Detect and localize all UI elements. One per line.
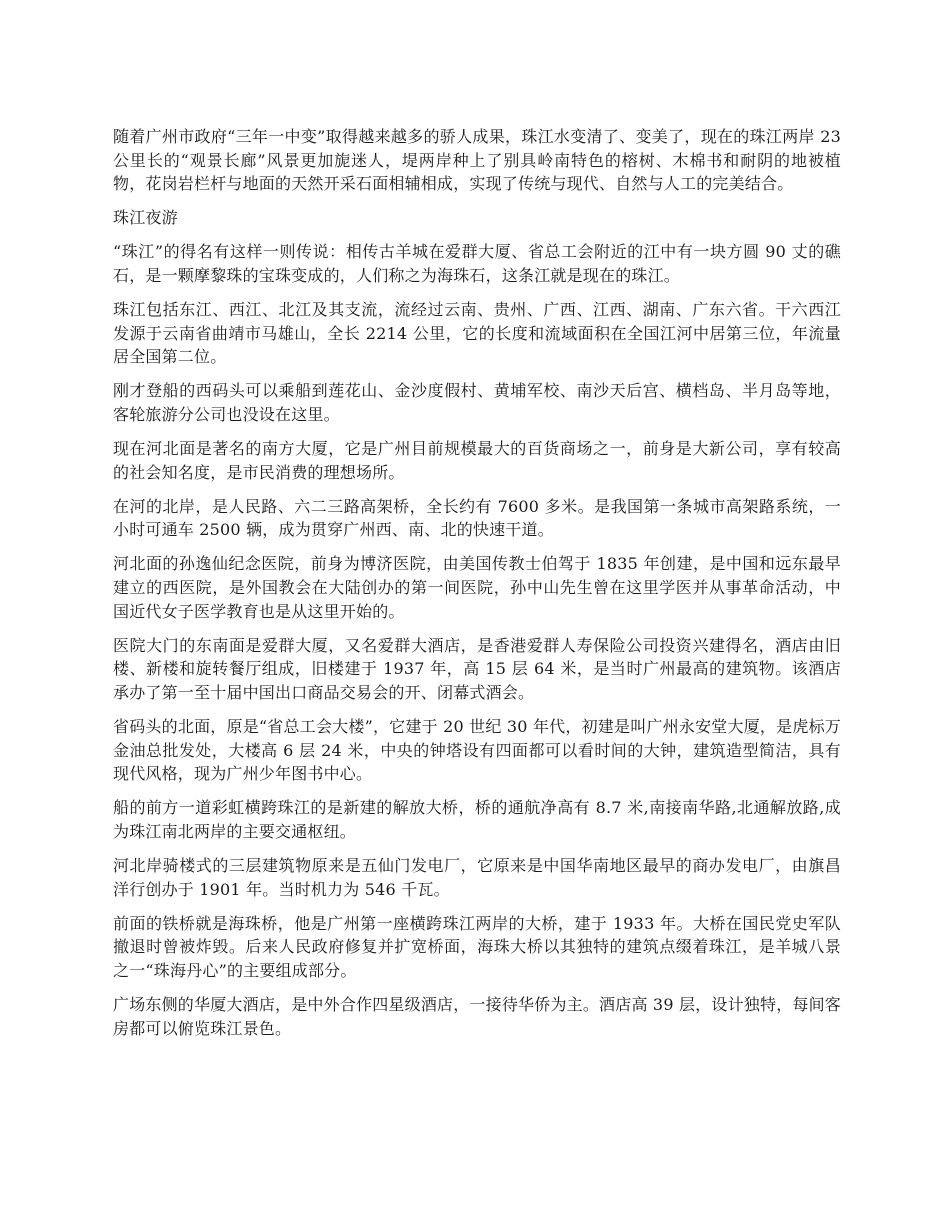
paragraph: 在河的北岸，是人民路、六二三路高架桥，全长约有 7600 多米。是我国第一条城市高架路系统，一小时可通车 2500 辆，成为贯穿广州西、南、北的快速干道。 [113,496,841,540]
paragraph: 河北面的孙逸仙纪念医院，前身为博济医院，由美国传教士伯驾于 1835 年创建，是中国和远东最早建立的西医院，是外国教会在大陆创办的第一间医院，孙中山先生曾在这里学医并从事革命活动，中国近代女子医学教育也是从这里开始的。 [113,554,841,621]
paragraph: 广场东侧的华厦大酒店，是中外合作四星级酒店，一接待华侨为主。酒店高 39 层，设计独特，每间客房都可以俯览珠江景色。 [113,994,841,1038]
paragraph: 医院大门的东南面是爱群大厦，又名爱群大酒店，是香港爱群人寿保险公司投资兴建得名，酒店由旧楼、新楼和旋转餐厅组成，旧楼建于 1937 年，高 15 层 64 米，是当时广州最高的建筑物。该酒店承办了第一至十届中国出口商品交易会的开、闭幕式酒会。 [113,635,841,702]
paragraph: “珠江”的得名有这样一则传说：相传古羊城在爱群大厦、省总工会附近的江中有一块方圆 90 丈的礁石，是一颗摩黎珠的宝珠变成的，人们称之为海珠石，这条江就是现在的珠江。 [113,242,841,285]
paragraph: 船的前方一道彩虹横跨珠江的是新建的解放大桥，桥的通航净高有 8.7 米,南接南华路,北通解放路,成为珠江南北两岸的主要交通枢纽。 [113,798,841,841]
document-body [113,125,841,1051]
paragraph: 前面的铁桥就是海珠桥，他是广州第一座横跨珠江两岸的大桥，建于 1933 年。大桥在国民党史军队撤退时曾被炸毁。后来人民政府修复并扩宽桥面，海珠大桥以其独特的建筑点缀着珠江，是羊城八景之一“珠海丹心”的主要组成部分。 [113,913,841,980]
paragraph: 现在河北面是著名的南方大厦，它是广州目前规模最大的百货商场之一，前身是大新公司，享有较高的社会知名度，是市民消费的理想场所。 [113,439,841,482]
paragraph: 省码头的北面，原是“省总工会大楼”，它建于 20 世纪 30 年代，初建是叫广州永安堂大厦，是虎标万金油总批发处，大楼高 6 层 24 米，中央的钟塔设有四面都可以看时间的大钟，建筑造型简洁，具有现代风格，现为广州少年图书中心。 [113,716,841,784]
paragraph: 河北岸骑楼式的三层建筑物原来是五仙门发电厂，它原来是中国华南地区最早的商办发电厂，由旗昌洋行创办于 1901 年。当时机力为 546 千瓦。 [113,855,841,899]
paragraph: 刚才登船的西码头可以乘船到莲花山、金沙度假村、黄埔军校、南沙天后宫、横档岛、半月岛等地，客轮旅游分公司也没设在这里。 [113,381,841,424]
paragraph-intro: 随着广州市政府“三年一中变”取得越来越多的骄人成果，珠江水变清了、变美了，现在的珠江两岸 23 公里长的“观景长廊”风景更加旎迷人，堤两岸种上了别具岭南特色的榕树、木棉书和耐阴的地被植物，花岗岩栏杆与地面的天然开采石面相辅相成，实现了传统与现代、自然与人工的完美结合。 [113,127,841,194]
paragraph: 珠江包括东江、西江、北江及其支流，流经过云南、贵州、广西、江西、湖南、广东六省。干六西江发源于云南省曲靖市马雄山，全长 2214 公里，它的长度和流域面积在全国江河中居第三位，年流量居全国第二位。 [113,300,841,367]
section-heading: 珠江夜游 [113,208,178,228]
